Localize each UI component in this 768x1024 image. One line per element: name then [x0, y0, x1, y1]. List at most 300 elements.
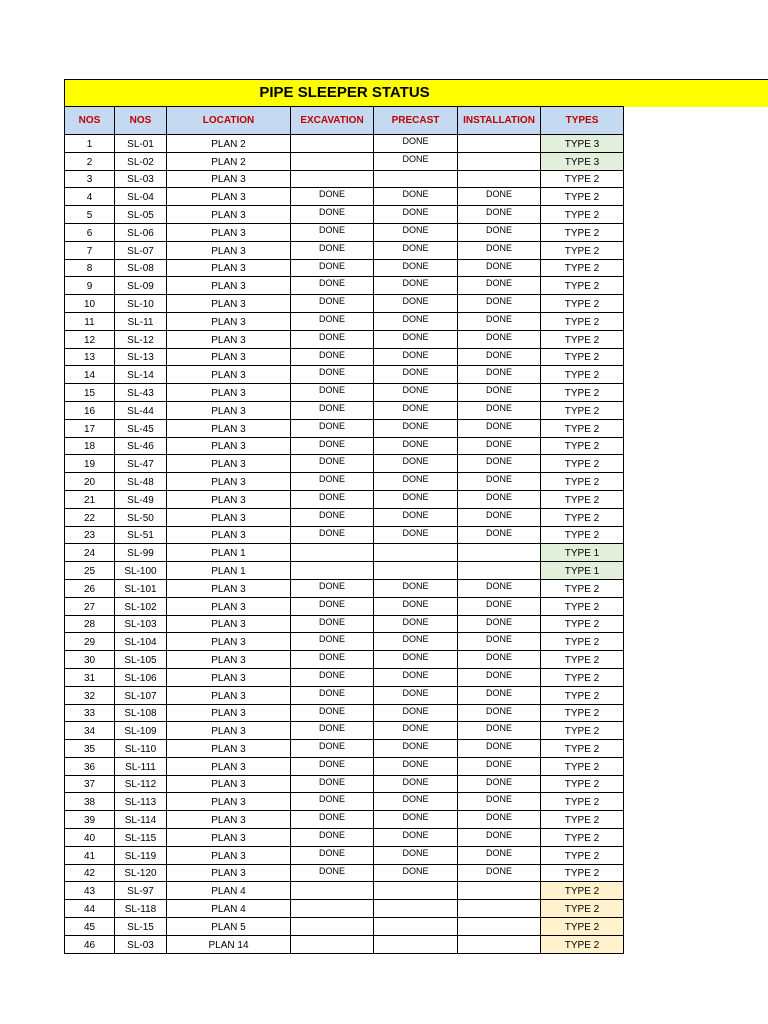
- cell-type: TYPE 2: [541, 295, 624, 313]
- cell-serial-no: 33: [65, 704, 115, 722]
- cell-type: TYPE 2: [541, 188, 624, 206]
- cell-serial-no: 9: [65, 277, 115, 295]
- table-row: [65, 259, 624, 277]
- cell-precast: DONE: [374, 846, 458, 864]
- cell-location: PLAN 3: [167, 437, 291, 455]
- table-row: [65, 562, 624, 580]
- cell-serial-no: 25: [65, 562, 115, 580]
- cell-location: PLAN 3: [167, 295, 291, 313]
- cell-serial-no: 19: [65, 455, 115, 473]
- cell-excavation: DONE: [291, 401, 374, 419]
- cell-sleeper-id: SL-111: [115, 757, 167, 775]
- cell-serial-no: 13: [65, 348, 115, 366]
- cell-precast: DONE: [374, 597, 458, 615]
- cell-sleeper-id: SL-05: [115, 206, 167, 224]
- cell-sleeper-id: SL-44: [115, 401, 167, 419]
- table-row: [65, 615, 624, 633]
- cell-serial-no: 46: [65, 935, 115, 953]
- cell-precast: DONE: [374, 259, 458, 277]
- cell-sleeper-id: SL-109: [115, 722, 167, 740]
- cell-installation: DONE: [458, 348, 541, 366]
- table-row: [65, 526, 624, 544]
- cell-installation: DONE: [458, 651, 541, 669]
- table-row: [65, 633, 624, 651]
- cell-excavation: DONE: [291, 188, 374, 206]
- cell-excavation: DONE: [291, 704, 374, 722]
- table-row: [65, 223, 624, 241]
- table-row: [65, 490, 624, 508]
- cell-serial-no: 5: [65, 206, 115, 224]
- table-row: [65, 722, 624, 740]
- table-row: [65, 295, 624, 313]
- cell-excavation: [291, 900, 374, 918]
- cell-installation: DONE: [458, 579, 541, 597]
- cell-type: TYPE 2: [541, 473, 624, 491]
- cell-excavation: DONE: [291, 277, 374, 295]
- cell-serial-no: 4: [65, 188, 115, 206]
- cell-excavation: DONE: [291, 811, 374, 829]
- cell-type: TYPE 2: [541, 259, 624, 277]
- table-row: [65, 419, 624, 437]
- cell-serial-no: 22: [65, 508, 115, 526]
- cell-excavation: DONE: [291, 668, 374, 686]
- table-row: [65, 508, 624, 526]
- cell-location: PLAN 3: [167, 490, 291, 508]
- cell-installation: DONE: [458, 668, 541, 686]
- cell-type: TYPE 2: [541, 348, 624, 366]
- cell-sleeper-id: SL-48: [115, 473, 167, 491]
- table-header: [65, 107, 624, 135]
- cell-excavation: DONE: [291, 437, 374, 455]
- cell-sleeper-id: SL-110: [115, 740, 167, 758]
- cell-type: TYPE 2: [541, 722, 624, 740]
- cell-precast: DONE: [374, 455, 458, 473]
- cell-location: PLAN 3: [167, 615, 291, 633]
- cell-location: PLAN 3: [167, 757, 291, 775]
- cell-sleeper-id: SL-47: [115, 455, 167, 473]
- cell-installation: DONE: [458, 188, 541, 206]
- table-row: [65, 651, 624, 669]
- table-row: [65, 473, 624, 491]
- cell-sleeper-id: SL-14: [115, 366, 167, 384]
- cell-location: PLAN 3: [167, 330, 291, 348]
- cell-excavation: DONE: [291, 295, 374, 313]
- cell-sleeper-id: SL-06: [115, 223, 167, 241]
- cell-sleeper-id: SL-114: [115, 811, 167, 829]
- cell-serial-no: 11: [65, 312, 115, 330]
- cell-installation: [458, 935, 541, 953]
- cell-type: TYPE 2: [541, 651, 624, 669]
- cell-serial-no: 37: [65, 775, 115, 793]
- cell-type: TYPE 2: [541, 775, 624, 793]
- cell-installation: DONE: [458, 775, 541, 793]
- cell-installation: DONE: [458, 686, 541, 704]
- table-row: [65, 544, 624, 562]
- cell-excavation: DONE: [291, 864, 374, 882]
- cell-sleeper-id: SL-100: [115, 562, 167, 580]
- cell-sleeper-id: SL-45: [115, 419, 167, 437]
- cell-excavation: DONE: [291, 241, 374, 259]
- table-row: [65, 455, 624, 473]
- cell-location: PLAN 3: [167, 829, 291, 847]
- cell-serial-no: 36: [65, 757, 115, 775]
- cell-location: PLAN 1: [167, 544, 291, 562]
- cell-serial-no: 30: [65, 651, 115, 669]
- cell-location: PLAN 3: [167, 312, 291, 330]
- table-row: [65, 170, 624, 188]
- cell-installation: DONE: [458, 846, 541, 864]
- cell-location: PLAN 3: [167, 473, 291, 491]
- cell-precast: DONE: [374, 312, 458, 330]
- header-excavation: EXCAVATION: [291, 107, 374, 135]
- cell-precast: DONE: [374, 526, 458, 544]
- cell-sleeper-id: SL-13: [115, 348, 167, 366]
- table-row: [65, 277, 624, 295]
- cell-serial-no: 28: [65, 615, 115, 633]
- table-row: [65, 846, 624, 864]
- cell-installation: DONE: [458, 508, 541, 526]
- cell-location: PLAN 1: [167, 562, 291, 580]
- cell-location: PLAN 3: [167, 348, 291, 366]
- cell-type: TYPE 2: [541, 900, 624, 918]
- cell-type: TYPE 2: [541, 241, 624, 259]
- table-body: [65, 135, 624, 954]
- cell-location: PLAN 5: [167, 918, 291, 936]
- cell-type: TYPE 2: [541, 579, 624, 597]
- cell-location: PLAN 3: [167, 579, 291, 597]
- cell-installation: DONE: [458, 384, 541, 402]
- cell-installation: DONE: [458, 401, 541, 419]
- cell-location: PLAN 3: [167, 526, 291, 544]
- cell-serial-no: 41: [65, 846, 115, 864]
- cell-excavation: DONE: [291, 312, 374, 330]
- cell-precast: DONE: [374, 633, 458, 651]
- cell-location: PLAN 3: [167, 597, 291, 615]
- cell-serial-no: 10: [65, 295, 115, 313]
- table-row: [65, 668, 624, 686]
- cell-installation: [458, 918, 541, 936]
- cell-serial-no: 14: [65, 366, 115, 384]
- cell-installation: DONE: [458, 437, 541, 455]
- cell-precast: [374, 935, 458, 953]
- cell-location: PLAN 3: [167, 170, 291, 188]
- table-row: [65, 152, 624, 170]
- header-sleeper-nos: NOS: [115, 107, 167, 135]
- cell-location: PLAN 3: [167, 686, 291, 704]
- cell-sleeper-id: SL-04: [115, 188, 167, 206]
- cell-location: PLAN 3: [167, 366, 291, 384]
- cell-sleeper-id: SL-106: [115, 668, 167, 686]
- cell-serial-no: 20: [65, 473, 115, 491]
- cell-serial-no: 15: [65, 384, 115, 402]
- cell-precast: DONE: [374, 704, 458, 722]
- cell-sleeper-id: SL-99: [115, 544, 167, 562]
- cell-excavation: [291, 562, 374, 580]
- cell-precast: DONE: [374, 135, 458, 153]
- cell-precast: DONE: [374, 206, 458, 224]
- cell-installation: [458, 882, 541, 900]
- cell-sleeper-id: SL-51: [115, 526, 167, 544]
- cell-serial-no: 21: [65, 490, 115, 508]
- cell-type: TYPE 1: [541, 544, 624, 562]
- cell-sleeper-id: SL-118: [115, 900, 167, 918]
- cell-serial-no: 18: [65, 437, 115, 455]
- cell-installation: DONE: [458, 793, 541, 811]
- cell-precast: DONE: [374, 508, 458, 526]
- cell-installation: DONE: [458, 526, 541, 544]
- cell-sleeper-id: SL-02: [115, 152, 167, 170]
- table-row: [65, 900, 624, 918]
- cell-sleeper-id: SL-03: [115, 170, 167, 188]
- table-row: [65, 135, 624, 153]
- cell-precast: DONE: [374, 152, 458, 170]
- cell-sleeper-id: SL-08: [115, 259, 167, 277]
- cell-location: PLAN 3: [167, 633, 291, 651]
- cell-sleeper-id: SL-03: [115, 935, 167, 953]
- table-row: [65, 597, 624, 615]
- cell-type: TYPE 2: [541, 829, 624, 847]
- table-row: [65, 882, 624, 900]
- cell-precast: DONE: [374, 811, 458, 829]
- cell-installation: DONE: [458, 277, 541, 295]
- cell-location: PLAN 3: [167, 740, 291, 758]
- cell-type: TYPE 2: [541, 330, 624, 348]
- cell-serial-no: 3: [65, 170, 115, 188]
- cell-excavation: DONE: [291, 473, 374, 491]
- cell-excavation: DONE: [291, 597, 374, 615]
- cell-precast: [374, 170, 458, 188]
- cell-type: TYPE 2: [541, 811, 624, 829]
- cell-type: TYPE 2: [541, 170, 624, 188]
- cell-type: TYPE 2: [541, 740, 624, 758]
- cell-precast: DONE: [374, 384, 458, 402]
- table-row: [65, 188, 624, 206]
- cell-installation: [458, 544, 541, 562]
- cell-precast: [374, 882, 458, 900]
- cell-excavation: DONE: [291, 455, 374, 473]
- cell-precast: [374, 918, 458, 936]
- cell-sleeper-id: SL-105: [115, 651, 167, 669]
- cell-installation: DONE: [458, 597, 541, 615]
- table-row: [65, 686, 624, 704]
- cell-excavation: [291, 152, 374, 170]
- cell-excavation: DONE: [291, 579, 374, 597]
- cell-location: PLAN 3: [167, 846, 291, 864]
- cell-type: TYPE 2: [541, 277, 624, 295]
- cell-location: PLAN 3: [167, 651, 291, 669]
- cell-type: TYPE 2: [541, 437, 624, 455]
- cell-location: PLAN 3: [167, 864, 291, 882]
- cell-location: PLAN 3: [167, 455, 291, 473]
- cell-installation: [458, 562, 541, 580]
- cell-installation: DONE: [458, 206, 541, 224]
- cell-type: TYPE 3: [541, 152, 624, 170]
- cell-type: TYPE 2: [541, 455, 624, 473]
- cell-serial-no: 40: [65, 829, 115, 847]
- cell-serial-no: 32: [65, 686, 115, 704]
- cell-type: TYPE 2: [541, 206, 624, 224]
- cell-installation: DONE: [458, 312, 541, 330]
- cell-installation: DONE: [458, 223, 541, 241]
- cell-sleeper-id: SL-50: [115, 508, 167, 526]
- cell-serial-no: 45: [65, 918, 115, 936]
- table-row: [65, 935, 624, 953]
- cell-serial-no: 43: [65, 882, 115, 900]
- cell-sleeper-id: SL-07: [115, 241, 167, 259]
- cell-serial-no: 42: [65, 864, 115, 882]
- cell-precast: DONE: [374, 401, 458, 419]
- cell-sleeper-id: SL-15: [115, 918, 167, 936]
- cell-serial-no: 1: [65, 135, 115, 153]
- cell-installation: DONE: [458, 864, 541, 882]
- cell-precast: DONE: [374, 188, 458, 206]
- cell-type: TYPE 2: [541, 223, 624, 241]
- cell-serial-no: 38: [65, 793, 115, 811]
- cell-serial-no: 17: [65, 419, 115, 437]
- cell-excavation: DONE: [291, 508, 374, 526]
- cell-excavation: DONE: [291, 722, 374, 740]
- cell-location: PLAN 3: [167, 206, 291, 224]
- pipe-sleeper-table: [64, 106, 624, 954]
- cell-excavation: DONE: [291, 384, 374, 402]
- cell-serial-no: 35: [65, 740, 115, 758]
- cell-serial-no: 24: [65, 544, 115, 562]
- header-precast: PRECAST: [374, 107, 458, 135]
- cell-sleeper-id: SL-119: [115, 846, 167, 864]
- cell-precast: DONE: [374, 490, 458, 508]
- cell-type: TYPE 2: [541, 668, 624, 686]
- cell-installation: [458, 152, 541, 170]
- cell-serial-no: 34: [65, 722, 115, 740]
- cell-location: PLAN 3: [167, 668, 291, 686]
- cell-location: PLAN 3: [167, 223, 291, 241]
- cell-serial-no: 8: [65, 259, 115, 277]
- table-row: [65, 241, 624, 259]
- cell-installation: DONE: [458, 811, 541, 829]
- cell-type: TYPE 3: [541, 135, 624, 153]
- cell-installation: DONE: [458, 473, 541, 491]
- cell-type: TYPE 2: [541, 633, 624, 651]
- cell-location: PLAN 3: [167, 401, 291, 419]
- table-row: [65, 348, 624, 366]
- cell-precast: [374, 562, 458, 580]
- cell-precast: DONE: [374, 419, 458, 437]
- table-row: [65, 206, 624, 224]
- cell-serial-no: 44: [65, 900, 115, 918]
- cell-excavation: DONE: [291, 846, 374, 864]
- cell-precast: DONE: [374, 793, 458, 811]
- cell-sleeper-id: SL-49: [115, 490, 167, 508]
- cell-type: TYPE 2: [541, 704, 624, 722]
- cell-location: PLAN 14: [167, 935, 291, 953]
- cell-precast: DONE: [374, 579, 458, 597]
- cell-sleeper-id: SL-103: [115, 615, 167, 633]
- cell-sleeper-id: SL-120: [115, 864, 167, 882]
- cell-excavation: DONE: [291, 651, 374, 669]
- cell-serial-no: 6: [65, 223, 115, 241]
- table-row: [65, 775, 624, 793]
- table-row: [65, 918, 624, 936]
- cell-installation: [458, 135, 541, 153]
- cell-precast: DONE: [374, 295, 458, 313]
- cell-type: TYPE 2: [541, 935, 624, 953]
- cell-installation: DONE: [458, 740, 541, 758]
- cell-type: TYPE 2: [541, 864, 624, 882]
- cell-installation: DONE: [458, 633, 541, 651]
- cell-installation: DONE: [458, 722, 541, 740]
- cell-type: TYPE 2: [541, 882, 624, 900]
- cell-installation: DONE: [458, 615, 541, 633]
- cell-type: TYPE 2: [541, 401, 624, 419]
- cell-type: TYPE 2: [541, 615, 624, 633]
- cell-type: TYPE 2: [541, 526, 624, 544]
- cell-serial-no: 29: [65, 633, 115, 651]
- cell-serial-no: 7: [65, 241, 115, 259]
- cell-location: PLAN 3: [167, 384, 291, 402]
- table-row: [65, 704, 624, 722]
- cell-excavation: DONE: [291, 366, 374, 384]
- cell-sleeper-id: SL-97: [115, 882, 167, 900]
- table-row: [65, 740, 624, 758]
- cell-precast: [374, 544, 458, 562]
- cell-serial-no: 2: [65, 152, 115, 170]
- table-row: [65, 829, 624, 847]
- table-row: [65, 757, 624, 775]
- cell-installation: DONE: [458, 241, 541, 259]
- cell-precast: DONE: [374, 615, 458, 633]
- table-row: [65, 437, 624, 455]
- cell-location: PLAN 3: [167, 188, 291, 206]
- cell-precast: [374, 900, 458, 918]
- cell-installation: DONE: [458, 704, 541, 722]
- table-row: [65, 579, 624, 597]
- table-row: [65, 312, 624, 330]
- header-types: TYPES: [541, 107, 624, 135]
- cell-precast: DONE: [374, 223, 458, 241]
- cell-precast: DONE: [374, 277, 458, 295]
- cell-type: TYPE 2: [541, 757, 624, 775]
- cell-excavation: DONE: [291, 686, 374, 704]
- cell-precast: DONE: [374, 241, 458, 259]
- cell-type: TYPE 2: [541, 366, 624, 384]
- table-row: [65, 811, 624, 829]
- cell-location: PLAN 3: [167, 419, 291, 437]
- cell-serial-no: 23: [65, 526, 115, 544]
- cell-installation: DONE: [458, 490, 541, 508]
- cell-excavation: [291, 935, 374, 953]
- cell-location: PLAN 3: [167, 704, 291, 722]
- cell-precast: DONE: [374, 829, 458, 847]
- cell-serial-no: 27: [65, 597, 115, 615]
- cell-location: PLAN 3: [167, 259, 291, 277]
- cell-type: TYPE 2: [541, 597, 624, 615]
- cell-precast: DONE: [374, 864, 458, 882]
- cell-type: TYPE 2: [541, 846, 624, 864]
- cell-excavation: [291, 882, 374, 900]
- cell-excavation: DONE: [291, 348, 374, 366]
- cell-sleeper-id: SL-46: [115, 437, 167, 455]
- cell-location: PLAN 3: [167, 775, 291, 793]
- cell-installation: DONE: [458, 330, 541, 348]
- cell-type: TYPE 1: [541, 562, 624, 580]
- cell-excavation: DONE: [291, 526, 374, 544]
- cell-excavation: DONE: [291, 793, 374, 811]
- cell-type: TYPE 2: [541, 508, 624, 526]
- cell-precast: DONE: [374, 437, 458, 455]
- cell-installation: DONE: [458, 366, 541, 384]
- cell-sleeper-id: SL-107: [115, 686, 167, 704]
- cell-precast: DONE: [374, 740, 458, 758]
